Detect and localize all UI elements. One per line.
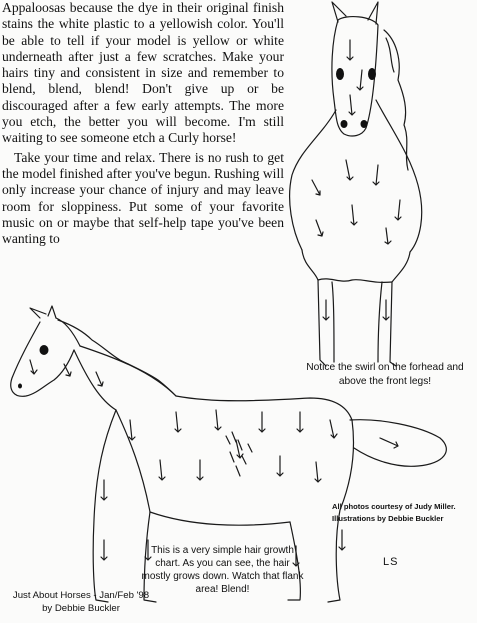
article-paragraph-2: Take your time and relax. There is no rush to get the model finished after you've begun. Rushing will only increase your chance of injury and may leave room for sloppiness. Put some of your favorite music on or maybe that self-help tape you've been wanting to (2, 149, 284, 247)
photo-credit: All photos courtesy of Judy Miller. (332, 502, 456, 511)
hair-chart-caption: This is a very simple hair growth chart. As you can see, the hair mostly grows down. Watch that flank area! Blend! (141, 545, 304, 595)
source-author: by Debbie Buckler (42, 603, 120, 614)
article-paragraph-1: Appaloosas because the dye in their original finish stains the white plastic to a yellowish color. You'll be able to tell if your model is yellow or white underneath after just a few scratches. Make your hairs tiny and consistent in size and remember to blend, blend, blend! Don't give up or be discouraged after a few early attempts. The more you etch, the better you will become. I'm still waiting to see someone etch a Curly horse! (2, 0, 284, 146)
source-publication: Just About Horses - Jan/Feb '98 (12, 590, 150, 601)
illustration-credit: Illustrations by Debbie Buckler (332, 513, 444, 523)
artist-initials: LS (383, 556, 399, 568)
credit-caption (332, 501, 472, 524)
source-caption (1, 589, 161, 615)
front-view-caption: Notice the swirl on the forhead and above the front legs! (306, 362, 464, 387)
